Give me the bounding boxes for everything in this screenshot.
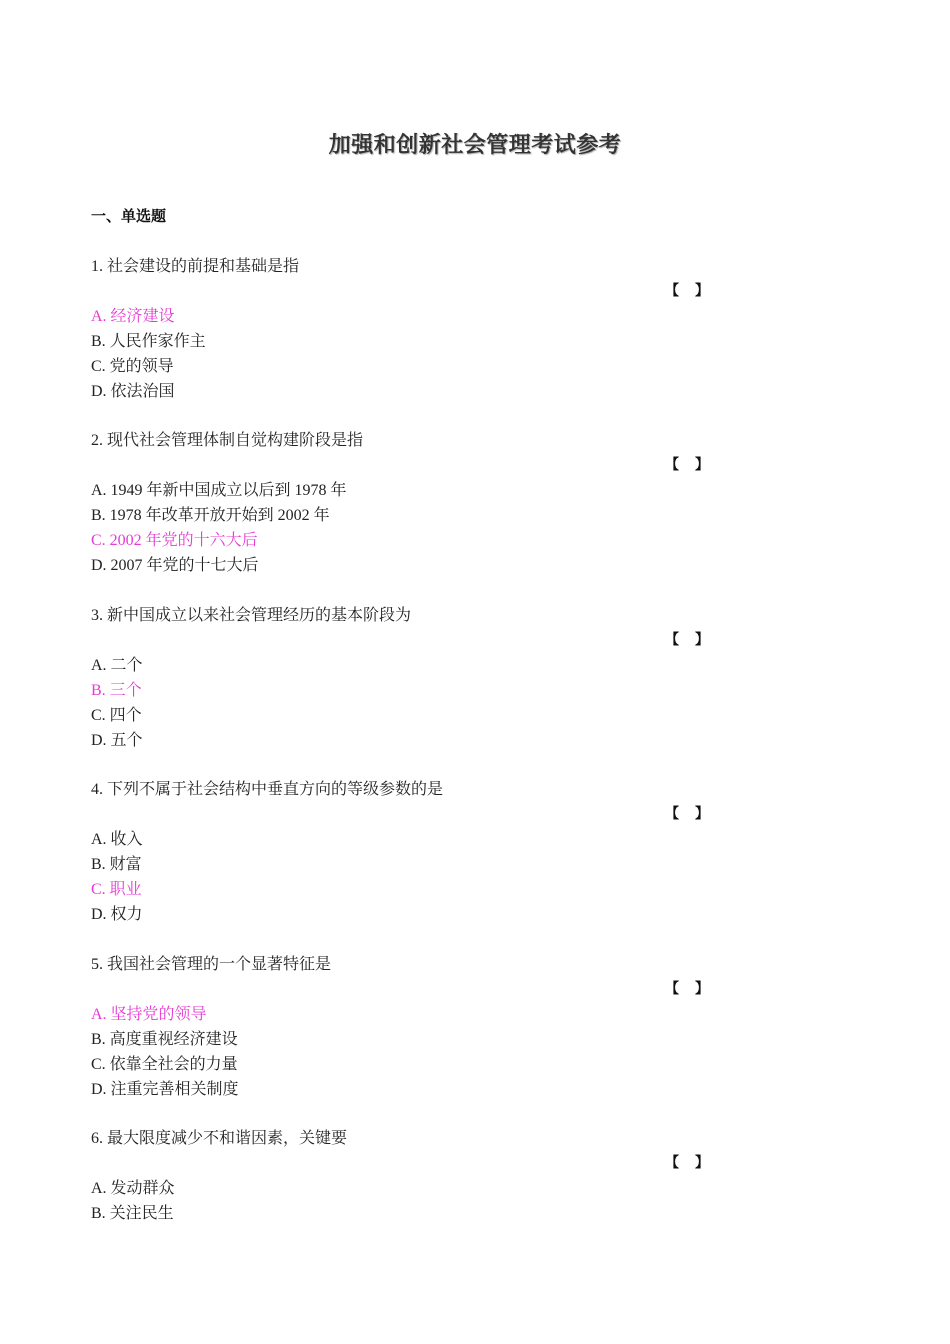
option-c: C. 依靠全社会的力量 (91, 1055, 238, 1073)
answer-bracket[interactable] (665, 1151, 709, 1176)
option-a: A. 1949 年新中国成立以后到 1978 年 (91, 482, 347, 500)
bracket-close: 】 (695, 1154, 709, 1171)
document-title: 加强和创新社会管理考试参考 (328, 133, 622, 158)
bracket-open: 【 (665, 631, 679, 648)
answer-bracket[interactable] (665, 453, 709, 478)
bracket-open: 【 (665, 980, 679, 997)
option-c: C. 四个 (91, 706, 142, 724)
bracket-open: 【 (665, 457, 679, 474)
option-d: D. 注重完善相关制度 (91, 1080, 239, 1098)
question-4 (91, 777, 721, 951)
question-5 (91, 952, 721, 1126)
option-b: B. 人民作家作主 (91, 333, 206, 350)
question-stem: 2. 现代社会管理体制自觉构建阶段是指 (91, 432, 364, 450)
question-6 (91, 1126, 721, 1300)
option-a: A. 收入 (91, 831, 143, 849)
option-a: A. 发动群众 (91, 1179, 175, 1197)
question-3 (91, 603, 721, 777)
answer-bracket-row (91, 628, 721, 653)
question-stem: 3. 新中国成立以来社会管理经历的基本阶段为 (91, 606, 412, 624)
option-c: C. 党的领导 (91, 358, 174, 375)
option-d: D. 五个 (91, 731, 143, 749)
option-d: D. 依法治国 (91, 383, 175, 400)
bracket-close: 】 (695, 631, 709, 648)
answer-bracket-row (91, 453, 721, 478)
bracket-open: 【 (665, 806, 679, 823)
option-a: A. 经济建设 (91, 308, 175, 325)
section-heading: 一、单选题 (91, 207, 167, 225)
bracket-open: 【 (665, 1154, 679, 1171)
question-2 (91, 428, 721, 602)
option-b: B. 三个 (91, 681, 142, 699)
option-c: C. 2002 年党的十六大后 (91, 532, 258, 550)
option-b: B. 高度重视经济建设 (91, 1030, 238, 1048)
option-a: A. 二个 (91, 656, 143, 674)
question-stem: 5. 我国社会管理的一个显著特征是 (91, 955, 332, 973)
answer-bracket-row (91, 802, 721, 827)
option-b: B. 关注民生 (91, 1204, 174, 1222)
option-a: A. 坚持党的领导 (91, 1005, 207, 1023)
bracket-close: 】 (695, 457, 709, 474)
bracket-open: 【 (665, 283, 679, 299)
option-b: B. 财富 (91, 856, 142, 874)
option-b: B. 1978 年改革开放开始到 2002 年 (91, 507, 330, 525)
answer-bracket-row (91, 1151, 721, 1176)
answer-bracket[interactable] (665, 628, 709, 653)
option-c: C. 职业 (91, 881, 142, 899)
answer-bracket-row (91, 977, 721, 1002)
question-list (91, 254, 721, 1300)
answer-bracket[interactable] (665, 977, 709, 1002)
answer-bracket[interactable] (665, 279, 709, 304)
question-stem: 6. 最大限度减少不和谐因素，关键要 (91, 1129, 348, 1147)
question-1 (91, 254, 721, 428)
question-stem: 1. 社会建设的前提和基础是指 (91, 258, 300, 275)
bracket-close: 】 (695, 283, 709, 299)
bracket-close: 】 (695, 806, 709, 823)
option-d: D. 2007 年党的十七大后 (91, 557, 259, 575)
option-d: D. 权力 (91, 906, 143, 924)
answer-bracket[interactable] (665, 802, 709, 827)
bracket-close: 】 (695, 980, 709, 997)
answer-bracket-row (91, 279, 721, 304)
question-stem: 4. 下列不属于社会结构中垂直方向的等级参数的是 (91, 781, 444, 799)
